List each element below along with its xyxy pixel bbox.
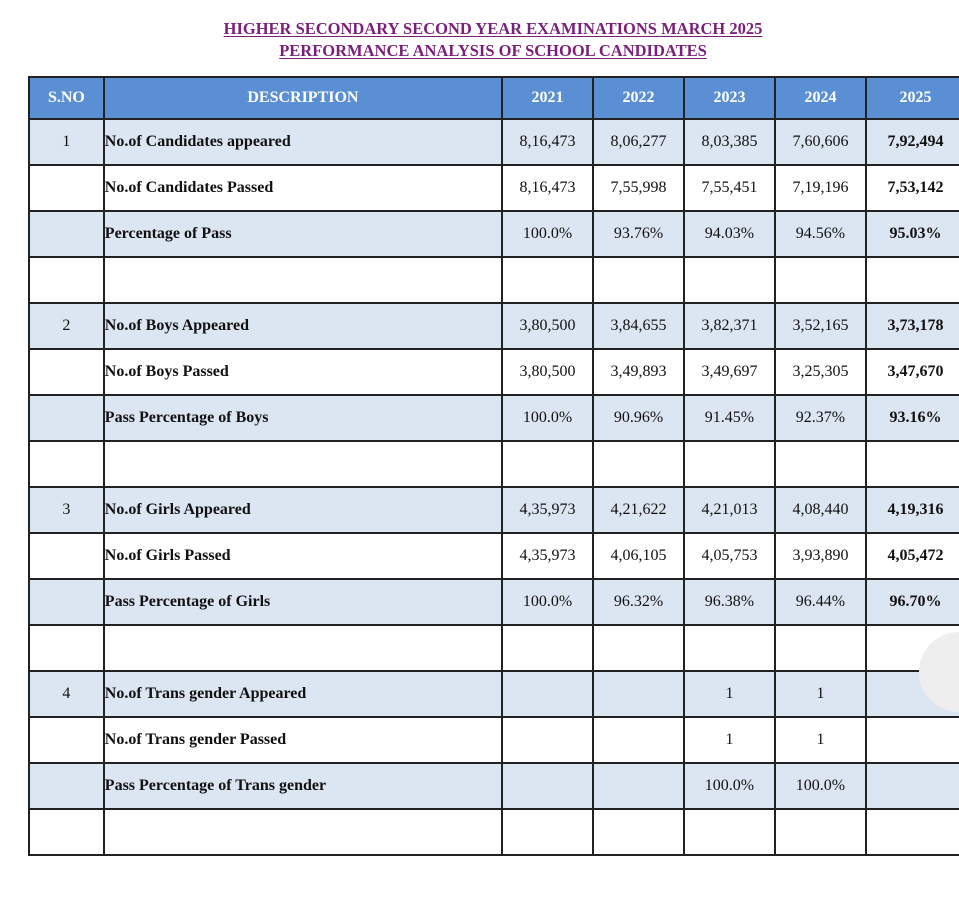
cell-value-2023: 7,55,451 bbox=[684, 165, 775, 211]
cell-value-2024 bbox=[775, 441, 866, 487]
cell-value-2022 bbox=[593, 717, 684, 763]
cell-value-2022 bbox=[593, 671, 684, 717]
cell-value-2023: 3,49,697 bbox=[684, 349, 775, 395]
cell-sno: 1 bbox=[29, 119, 104, 165]
cell-value-2025: 3,47,670 bbox=[866, 349, 959, 395]
cell-value-2024: 3,25,305 bbox=[775, 349, 866, 395]
cell-description bbox=[104, 441, 502, 487]
cell-value-2022: 4,06,105 bbox=[593, 533, 684, 579]
cell-value-2022: 96.32% bbox=[593, 579, 684, 625]
cell-sno bbox=[29, 349, 104, 395]
header-description: DESCRIPTION bbox=[104, 77, 502, 119]
cell-value-2022: 93.76% bbox=[593, 211, 684, 257]
cell-value-2025: 4,19,316 bbox=[866, 487, 959, 533]
cell-value-2021 bbox=[502, 441, 593, 487]
cell-description: No.of Trans gender Passed bbox=[104, 717, 502, 763]
cell-description: No.of Candidates Passed bbox=[104, 165, 502, 211]
cell-sno bbox=[29, 257, 104, 303]
cell-value-2021: 3,80,500 bbox=[502, 349, 593, 395]
cell-value-2023: 1 bbox=[684, 671, 775, 717]
performance-table bbox=[28, 76, 959, 856]
cell-value-2023: 100.0% bbox=[684, 763, 775, 809]
cell-description: No.of Boys Passed bbox=[104, 349, 502, 395]
title-line-2: PERFORMANCE ANALYSIS OF SCHOOL CANDIDATES bbox=[279, 41, 707, 60]
header-sno: S.NO bbox=[29, 77, 104, 119]
cell-description: Pass Percentage of Boys bbox=[104, 395, 502, 441]
cell-value-2023 bbox=[684, 441, 775, 487]
cell-description: No.of Girls Passed bbox=[104, 533, 502, 579]
cell-value-2021: 3,80,500 bbox=[502, 303, 593, 349]
cell-sno bbox=[29, 579, 104, 625]
cell-value-2024 bbox=[775, 257, 866, 303]
cell-description: No.of Candidates appeared bbox=[104, 119, 502, 165]
cell-value-2025: 95.03% bbox=[866, 211, 959, 257]
table-row bbox=[29, 671, 959, 717]
cell-sno: 4 bbox=[29, 671, 104, 717]
cell-value-2025: 96.70% bbox=[866, 579, 959, 625]
cell-value-2023: 8,03,385 bbox=[684, 119, 775, 165]
cell-value-2025: 3,73,178 bbox=[866, 303, 959, 349]
cell-value-2023: 4,05,753 bbox=[684, 533, 775, 579]
cell-sno: 2 bbox=[29, 303, 104, 349]
header-year-2025: 2025 bbox=[866, 77, 959, 119]
cell-value-2021: 100.0% bbox=[502, 579, 593, 625]
cell-value-2024: 100.0% bbox=[775, 763, 866, 809]
cell-value-2022: 3,49,893 bbox=[593, 349, 684, 395]
table-row bbox=[29, 165, 959, 211]
cell-value-2024: 96.44% bbox=[775, 579, 866, 625]
document-title bbox=[0, 18, 959, 62]
table-row bbox=[29, 579, 959, 625]
table-row bbox=[29, 763, 959, 809]
cell-sno bbox=[29, 763, 104, 809]
table-row bbox=[29, 487, 959, 533]
cell-description bbox=[104, 625, 502, 671]
cell-description: No.of Trans gender Appeared bbox=[104, 671, 502, 717]
cell-value-2021 bbox=[502, 809, 593, 855]
table-row bbox=[29, 119, 959, 165]
cell-value-2021: 4,35,973 bbox=[502, 487, 593, 533]
cell-value-2024 bbox=[775, 625, 866, 671]
cell-sno bbox=[29, 533, 104, 579]
cell-value-2024: 7,60,606 bbox=[775, 119, 866, 165]
cell-value-2023: 94.03% bbox=[684, 211, 775, 257]
cell-sno bbox=[29, 395, 104, 441]
cell-description: Pass Percentage of Girls bbox=[104, 579, 502, 625]
cell-value-2021: 100.0% bbox=[502, 211, 593, 257]
table-header-row bbox=[29, 77, 959, 119]
cell-sno: 3 bbox=[29, 487, 104, 533]
cell-value-2025: 7,92,494 bbox=[866, 119, 959, 165]
cell-value-2021 bbox=[502, 625, 593, 671]
cell-sno bbox=[29, 441, 104, 487]
cell-value-2025 bbox=[866, 717, 959, 763]
cell-value-2025: 4,05,472 bbox=[866, 533, 959, 579]
cell-value-2024: 1 bbox=[775, 671, 866, 717]
cell-value-2023: 96.38% bbox=[684, 579, 775, 625]
cell-sno bbox=[29, 717, 104, 763]
cell-value-2025: 93.16% bbox=[866, 395, 959, 441]
table-row bbox=[29, 395, 959, 441]
cell-value-2024 bbox=[775, 809, 866, 855]
cell-description bbox=[104, 257, 502, 303]
cell-value-2022 bbox=[593, 257, 684, 303]
cell-value-2022: 8,06,277 bbox=[593, 119, 684, 165]
title-line-1: HIGHER SECONDARY SECOND YEAR EXAMINATIONS MARCH 2025 bbox=[223, 19, 763, 38]
cell-description: No.of Boys Appeared bbox=[104, 303, 502, 349]
cell-sno bbox=[29, 165, 104, 211]
table-row bbox=[29, 809, 959, 855]
table-row bbox=[29, 257, 959, 303]
cell-value-2023: 3,82,371 bbox=[684, 303, 775, 349]
cell-value-2024: 3,93,890 bbox=[775, 533, 866, 579]
table-row bbox=[29, 349, 959, 395]
cell-value-2022 bbox=[593, 441, 684, 487]
cell-description: Pass Percentage of Trans gender bbox=[104, 763, 502, 809]
cell-value-2021: 8,16,473 bbox=[502, 119, 593, 165]
cell-value-2025 bbox=[866, 257, 959, 303]
table-row bbox=[29, 717, 959, 763]
cell-value-2022 bbox=[593, 625, 684, 671]
cell-value-2024: 1 bbox=[775, 717, 866, 763]
cell-value-2021 bbox=[502, 717, 593, 763]
cell-value-2022: 90.96% bbox=[593, 395, 684, 441]
cell-value-2024: 92.37% bbox=[775, 395, 866, 441]
cell-sno bbox=[29, 625, 104, 671]
cell-value-2024: 3,52,165 bbox=[775, 303, 866, 349]
cell-value-2023: 91.45% bbox=[684, 395, 775, 441]
table-row bbox=[29, 211, 959, 257]
table-row bbox=[29, 303, 959, 349]
cell-value-2023: 1 bbox=[684, 717, 775, 763]
cell-value-2023: 4,21,013 bbox=[684, 487, 775, 533]
cell-value-2025: 7,53,142 bbox=[866, 165, 959, 211]
cell-value-2022: 4,21,622 bbox=[593, 487, 684, 533]
cell-value-2021: 4,35,973 bbox=[502, 533, 593, 579]
cell-description bbox=[104, 809, 502, 855]
cell-value-2022: 7,55,998 bbox=[593, 165, 684, 211]
header-year-2023: 2023 bbox=[684, 77, 775, 119]
cell-value-2021: 100.0% bbox=[502, 395, 593, 441]
cell-description: No.of Girls Appeared bbox=[104, 487, 502, 533]
cell-value-2021 bbox=[502, 257, 593, 303]
table-row bbox=[29, 441, 959, 487]
cell-value-2021 bbox=[502, 671, 593, 717]
cell-value-2023 bbox=[684, 625, 775, 671]
cell-value-2024: 4,08,440 bbox=[775, 487, 866, 533]
cell-value-2025 bbox=[866, 763, 959, 809]
cell-value-2023 bbox=[684, 809, 775, 855]
table-row bbox=[29, 533, 959, 579]
cell-sno bbox=[29, 809, 104, 855]
cell-value-2022 bbox=[593, 763, 684, 809]
table-body bbox=[29, 119, 959, 855]
cell-value-2022 bbox=[593, 809, 684, 855]
cell-value-2021 bbox=[502, 763, 593, 809]
cell-value-2025 bbox=[866, 441, 959, 487]
header-year-2024: 2024 bbox=[775, 77, 866, 119]
cell-description: Percentage of Pass bbox=[104, 211, 502, 257]
header-year-2021: 2021 bbox=[502, 77, 593, 119]
cell-value-2023 bbox=[684, 257, 775, 303]
header-year-2022: 2022 bbox=[593, 77, 684, 119]
cell-sno bbox=[29, 211, 104, 257]
cell-value-2025 bbox=[866, 809, 959, 855]
cell-value-2024: 7,19,196 bbox=[775, 165, 866, 211]
cell-value-2022: 3,84,655 bbox=[593, 303, 684, 349]
cell-value-2024: 94.56% bbox=[775, 211, 866, 257]
table-row bbox=[29, 625, 959, 671]
cell-value-2021: 8,16,473 bbox=[502, 165, 593, 211]
